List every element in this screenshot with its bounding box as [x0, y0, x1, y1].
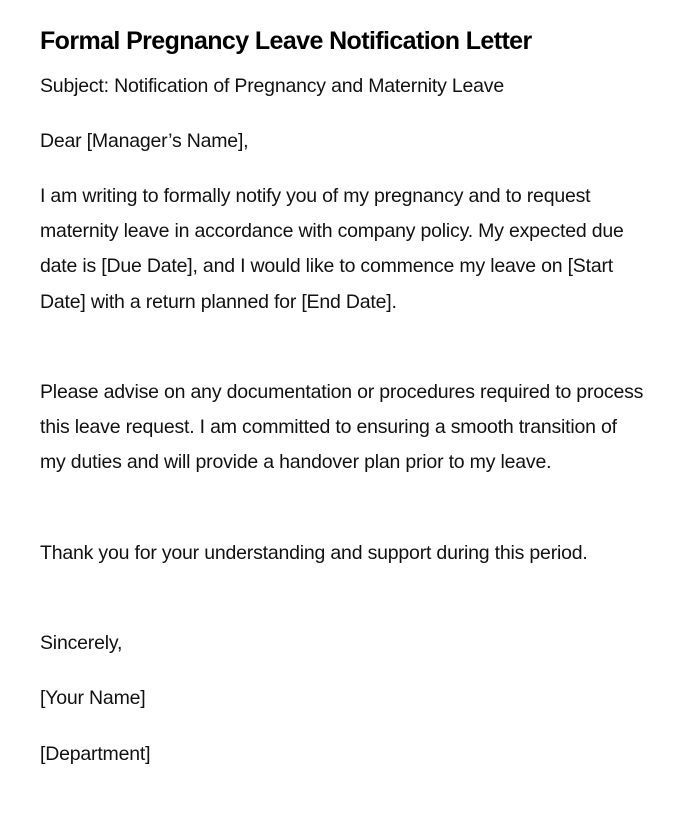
subject-line: Subject: Notification of Pregnancy and Maternity Leave: [40, 75, 504, 97]
signature-department: [Department]: [40, 743, 151, 765]
signature-name: [Your Name]: [40, 687, 146, 709]
salutation: Dear [Manager’s Name],: [40, 130, 249, 152]
closing: Sincerely,: [40, 632, 123, 654]
body-paragraph-thanks: Thank you for your understanding and support during this period.: [40, 542, 588, 564]
body-paragraph-procedures: Please advise on any documentation or procedures required to process this leave request. I am committed to ensuring a smooth transition of my duties and will provide a handover plan prior to my leave.: [40, 381, 644, 474]
body-paragraph-notification: I am writing to formally notify you of my pregnancy and to request maternity leave in accordance with company policy. My expected due date is [Due Date], and I would like to commence my leave on [Start Date] with a return planned for [End Date].: [40, 185, 624, 313]
document-title: Formal Pregnancy Leave Notification Letter: [40, 27, 532, 55]
